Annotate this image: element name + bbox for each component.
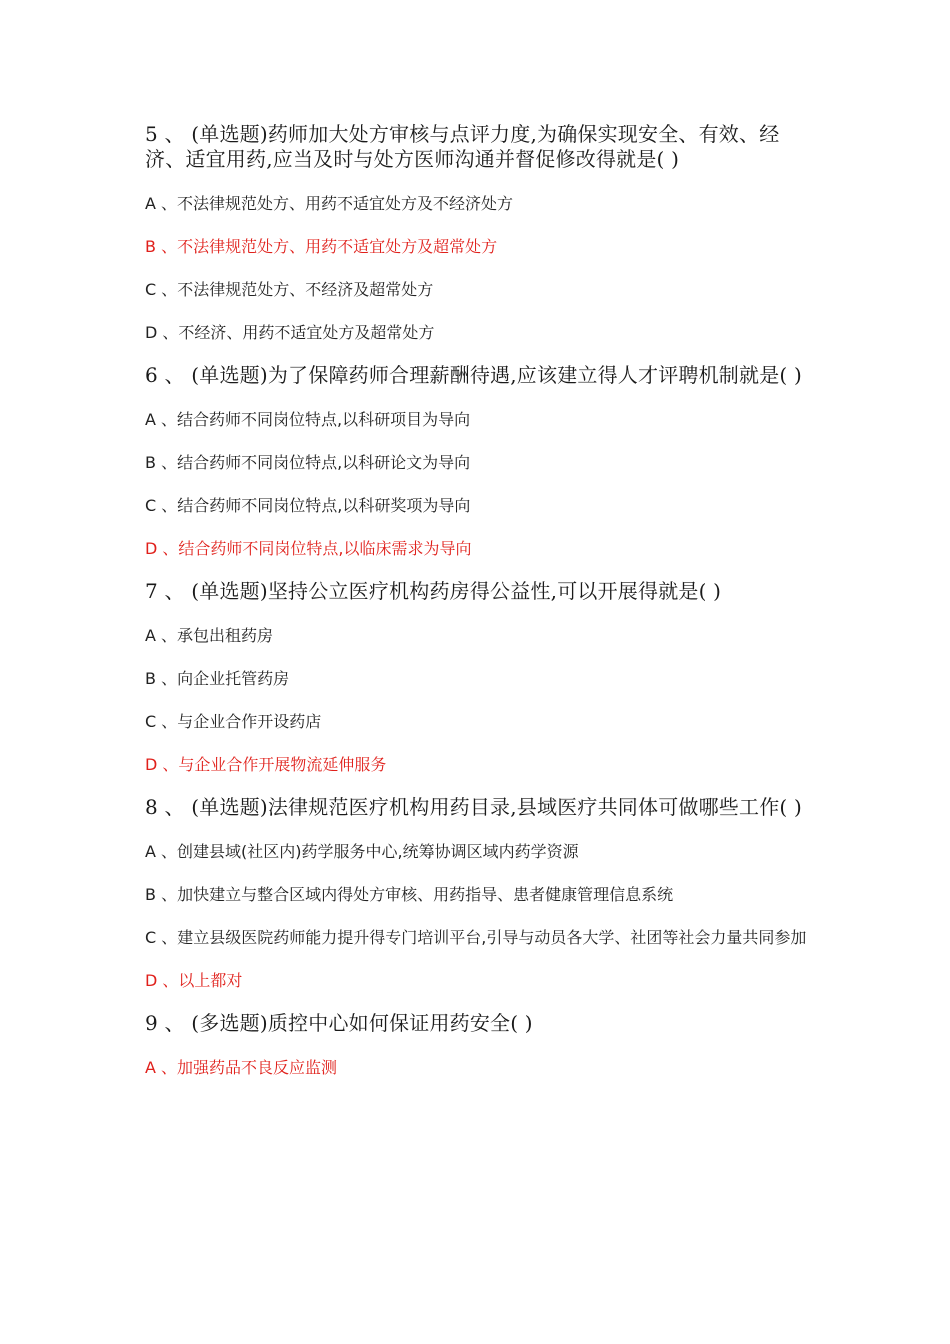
option-d-correct: D 、结合药师不同岗位特点,以临床需求为导向 (145, 539, 472, 558)
option-a-correct: A 、加强药品不良反应监测 (145, 1058, 338, 1077)
question-5 (145, 122, 810, 345)
question-9 (145, 1011, 810, 1080)
option-d: D 、不经济、用药不适宜处方及超常处方 (145, 323, 435, 342)
option-b-correct: B 、不法律规范处方、用药不适宜处方及超常处方 (145, 237, 498, 256)
question-list (145, 122, 810, 1098)
question-title: 9 、 (多选题)质控中心如何保证用药安全( ) (145, 1011, 533, 1035)
question-6 (145, 363, 810, 561)
option-c: C 、建立县级医院药师能力提升得专门培训平台,引导与动员各大学、社团等社会力量共同参加 (145, 928, 807, 947)
option-d-correct: D 、与企业合作开展物流延伸服务 (145, 755, 387, 774)
option-c: C 、结合药师不同岗位特点,以科研奖项为导向 (145, 496, 471, 515)
option-b: B 、向企业托管药房 (145, 669, 290, 688)
option-a: A 、创建县域(社区内)药学服务中心,统筹协调区域内药学资源 (145, 842, 579, 861)
option-b: B 、加快建立与整合区域内得处方审核、用药指导、患者健康管理信息系统 (145, 885, 674, 904)
option-b: B 、结合药师不同岗位特点,以科研论文为导向 (145, 453, 471, 472)
question-8 (145, 795, 810, 993)
option-a: A 、结合药师不同岗位特点,以科研项目为导向 (145, 410, 471, 429)
option-a: A 、不法律规范处方、用药不适宜处方及不经济处方 (145, 194, 514, 213)
option-a: A 、承包出租药房 (145, 626, 274, 645)
question-title: 5 、 (单选题)药师加大处方审核与点评力度,为确保实现安全、有效、经济、适宜用药,应当及时与处方医师沟通并督促修改得就是( ) (145, 122, 780, 171)
option-c: C 、不法律规范处方、不经济及超常处方 (145, 280, 434, 299)
question-title: 6 、 (单选题)为了保障药师合理薪酬待遇,应该建立得人才评聘机制就是( ) (145, 363, 802, 387)
question-7 (145, 579, 810, 777)
question-title: 7 、 (单选题)坚持公立医疗机构药房得公益性,可以开展得就是( ) (145, 579, 722, 603)
question-title: 8 、 (单选题)法律规范医疗机构用药目录,县域医疗共同体可做哪些工作( ) (145, 795, 802, 819)
option-d-correct: D 、以上都对 (145, 971, 243, 990)
option-c: C 、与企业合作开设药店 (145, 712, 322, 731)
